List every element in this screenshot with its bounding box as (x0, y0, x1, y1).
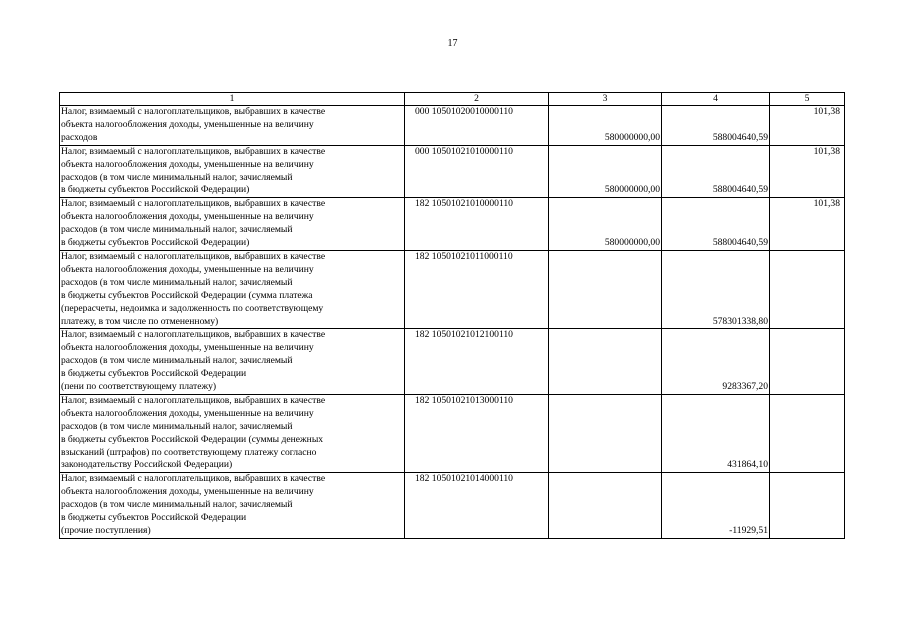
row-fact-amount: 588004640,59 (662, 106, 770, 146)
row-name-line: в бюджеты субъектов Российской Федерации (61, 368, 247, 380)
row-name (60, 394, 405, 472)
row-name (60, 329, 405, 395)
table-row (60, 250, 845, 328)
header-col-1: 1 (60, 93, 405, 106)
row-name-line: объекта налогообложения доходы, уменьшенные на величину (61, 158, 314, 170)
row-name-line: в бюджеты субъектов Российской Федерации (суммы денежных (61, 433, 324, 445)
row-name-line: расходов (в том числе минимальный налог, зачисляемый (61, 355, 293, 367)
row-fact-amount: 9283367,20 (662, 329, 770, 395)
row-name-line: объекта налогообложения доходы, уменьшенные на величину (61, 211, 314, 223)
row-name-line: (перерасчеты, недоимка и задолженность по соответствующему (61, 302, 324, 314)
row-code: 182 10501021011000110 (405, 250, 549, 328)
row-name-line: законодательству Российской Федерации) (61, 459, 233, 471)
row-plan-amount (549, 473, 662, 539)
row-code: 182 10501021014000110 (405, 473, 549, 539)
row-fact-amount: 588004640,59 (662, 145, 770, 198)
header-col-4: 4 (662, 93, 770, 106)
row-name-line: в бюджеты субъектов Российской Федерации) (61, 184, 250, 196)
row-fact-amount: 578301338,80 (662, 250, 770, 328)
table-row (60, 145, 845, 198)
row-percent: 101,38 (770, 145, 845, 198)
row-name-line: Налог, взимаемый с налогоплательщиков, выбравших в качестве (61, 145, 326, 157)
row-fact-amount: 588004640,59 (662, 198, 770, 251)
row-name-line: платежу, в том числе по отмененному) (61, 315, 219, 327)
row-name-line: в бюджеты субъектов Российской Федерации) (61, 237, 250, 249)
table-row (60, 106, 845, 146)
row-name (60, 473, 405, 539)
row-name (60, 198, 405, 251)
row-name-line: объекта налогообложения доходы, уменьшенные на величину (61, 486, 314, 498)
table-row (60, 198, 845, 251)
page-number: 17 (447, 38, 458, 49)
row-code: 000 10501020010000110 (405, 106, 549, 146)
header-col-5: 5 (770, 93, 845, 106)
row-fact-amount: -11929,51 (662, 473, 770, 539)
table-header (60, 93, 845, 106)
row-name-line: объекта налогообложения доходы, уменьшенные на величину (61, 263, 314, 275)
row-plan-amount: 580000000,00 (549, 106, 662, 146)
header-col-3: 3 (549, 93, 662, 106)
row-name-line: Налог, взимаемый с налогоплательщиков, выбравших в качестве (61, 198, 326, 210)
row-name-line: Налог, взимаемый с налогоплательщиков, выбравших в качестве (61, 473, 326, 485)
row-name (60, 106, 405, 146)
row-name-line: расходов (в том числе минимальный налог, зачисляемый (61, 420, 293, 432)
row-name (60, 145, 405, 198)
row-plan-amount (549, 329, 662, 395)
row-percent (770, 329, 845, 395)
row-code: 182 10501021012100110 (405, 329, 549, 395)
row-name-line: в бюджеты субъектов Российской Федерации (сумма платежа (61, 289, 313, 301)
row-name-line: Налог, взимаемый с налогоплательщиков, выбравших в качестве (61, 394, 326, 406)
row-plan-amount (549, 250, 662, 328)
row-name-line: расходов (в том числе минимальный налог, зачисляемый (61, 171, 293, 183)
row-name-line: объекта налогообложения доходы, уменьшенные на величину (61, 118, 314, 130)
row-name-line: взысканий (штрафов) по соответствующему платежу согласно (61, 446, 317, 458)
row-code: 182 10501021010000110 (405, 198, 549, 251)
table-row (60, 473, 845, 539)
row-name-line: объекта налогообложения доходы, уменьшенные на величину (61, 407, 314, 419)
row-plan-amount (549, 394, 662, 472)
row-fact-amount: 431864,10 (662, 394, 770, 472)
row-name (60, 250, 405, 328)
row-percent (770, 473, 845, 539)
table-body (60, 106, 845, 539)
row-name-line: Налог, взимаемый с налогоплательщиков, выбравших в качестве (61, 106, 326, 117)
table-row (60, 329, 845, 395)
header-row (60, 93, 845, 106)
row-name-line: (прочие поступления) (61, 525, 151, 536)
row-name-line: в бюджеты субъектов Российской Федерации (61, 512, 247, 524)
row-percent (770, 250, 845, 328)
row-name-line: расходов (в том числе минимальный налог, зачисляемый (61, 499, 293, 511)
row-name-line: Налог, взимаемый с налогоплательщиков, выбравших в качестве (61, 250, 326, 262)
row-plan-amount: 580000000,00 (549, 145, 662, 198)
revenue-table (59, 92, 845, 539)
header-col-2: 2 (405, 93, 549, 106)
row-name-line: (пени по соответствующему платежу) (61, 381, 217, 393)
row-name-line: объекта налогообложения доходы, уменьшенные на величину (61, 342, 314, 354)
row-name-line: расходов (в том числе минимальный налог, зачисляемый (61, 224, 293, 236)
row-code: 182 10501021013000110 (405, 394, 549, 472)
row-name-line: расходов (в том числе минимальный налог, зачисляемый (61, 276, 293, 288)
row-name-line: Налог, взимаемый с налогоплательщиков, выбравших в качестве (61, 329, 326, 341)
row-percent: 101,38 (770, 106, 845, 146)
row-percent: 101,38 (770, 198, 845, 251)
row-plan-amount: 580000000,00 (549, 198, 662, 251)
row-code: 000 10501021010000110 (405, 145, 549, 198)
row-name-line: расходов (61, 131, 98, 143)
table-row (60, 394, 845, 472)
row-percent (770, 394, 845, 472)
